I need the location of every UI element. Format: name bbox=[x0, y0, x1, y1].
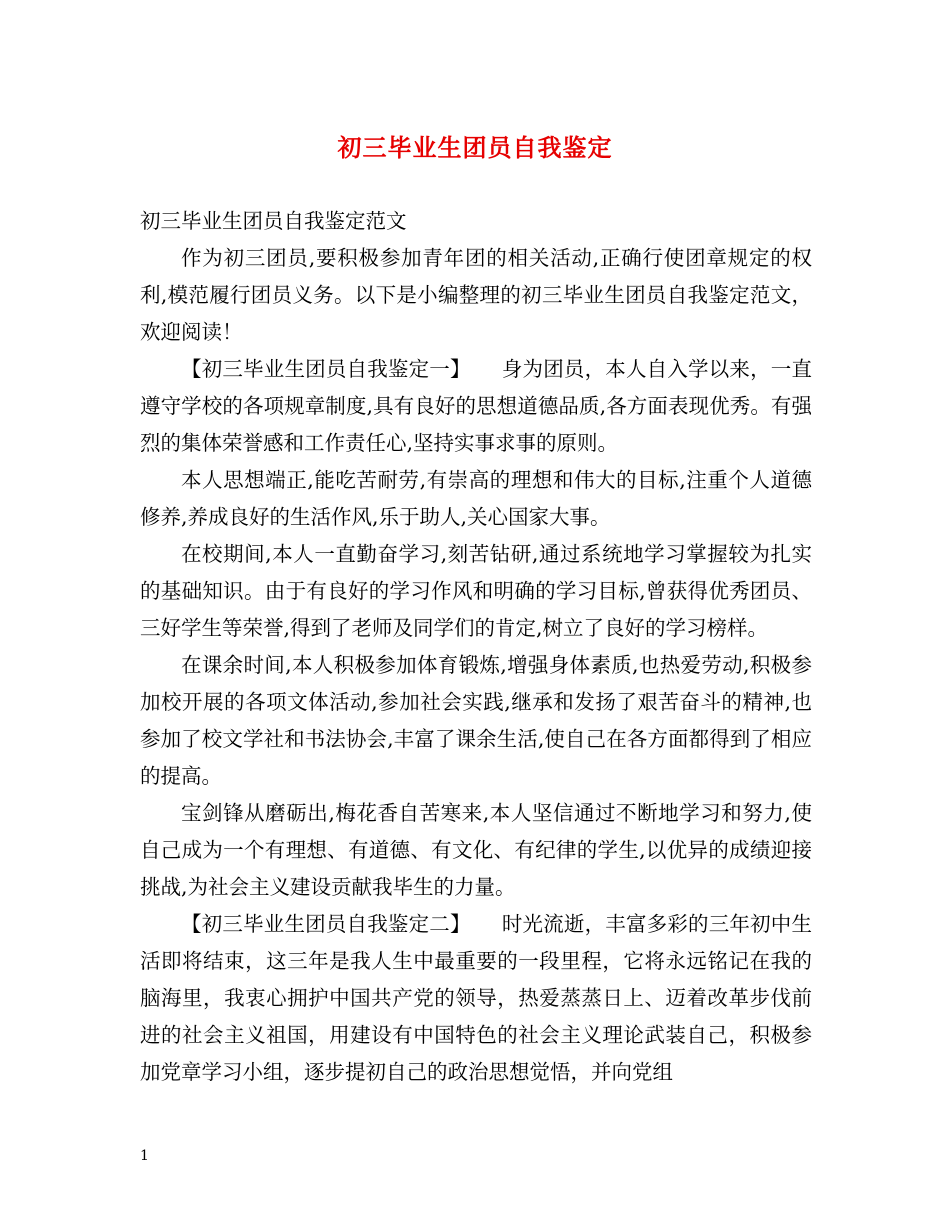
page-number: 1 bbox=[140, 1148, 149, 1164]
paragraph-activities: 在课余时间,本人积极参加体育锻炼,增强身体素质,也热爱劳动,积极参加校开展的各项文体活动,参加社会实践,继承和发扬了艰苦奋斗的精神,也参加了校文学社和书法协会,丰富了课余生活,使自己在各方面都得到了相应的提高。 bbox=[140, 653, 812, 788]
document-title: 初三毕业生团员自我鉴定 bbox=[337, 133, 613, 162]
paragraph-section-two-start: 【初三毕业生团员自我鉴定二】 时光流逝，丰富多彩的三年初中生活即将结束，这三年是我人生中最重要的一段里程，它将永远铭记在我的脑海里，我衷心拥护中国共产党的领导，热爱蒸蒸日上、迈着改革步伐前进的社会主义祖国，用建设有中国特色的社会主义理论武装自己，积极参加党章学习小组，逐步提初自己的政治思想觉悟，并向党组 bbox=[140, 912, 812, 1084]
paragraph-conclusion: 宝剑锋从磨砺出,梅花香自苦寒来,本人坚信通过不断地学习和努力,使自己成为一个有理想、有道德、有文化、有纪律的学生,以优异的成绩迎接挑战,为社会主义建设贡献我毕生的力量。 bbox=[140, 801, 812, 899]
paragraph-thought: 本人思想端正,能吃苦耐劳,有崇高的理想和伟大的目标,注重个人道德修养,养成良好的生活作风,乐于助人,关心国家大事。 bbox=[140, 468, 812, 529]
document-subtitle: 初三毕业生团员自我鉴定范文 bbox=[140, 209, 407, 233]
paragraph-intro: 作为初三团员,要积极参加青年团的相关活动,正确行使团章规定的权利,模范履行团员义务。以下是小编整理的初三毕业生团员自我鉴定范文，欢迎阅读！ bbox=[140, 246, 812, 344]
paragraph-section-one-start: 【初三毕业生团员自我鉴定一】 身为团员，本人自入学以来，一直遵守学校的各项规章制度,具有良好的思想道德品质,各方面表现优秀。有强烈的集体荣誉感和工作责任心,坚持实事求事的原则。 bbox=[140, 357, 812, 455]
document-body bbox=[140, 203, 812, 1091]
paragraph-study: 在校期间,本人一直勤奋学习,刻苦钻研,通过系统地学习掌握较为扎实的基础知识。由于有良好的学习作风和明确的学习目标,曾获得优秀团员、三好学生等荣誉,得到了老师及同学们的肯定,树立了良好的学习榜样。 bbox=[140, 542, 812, 640]
